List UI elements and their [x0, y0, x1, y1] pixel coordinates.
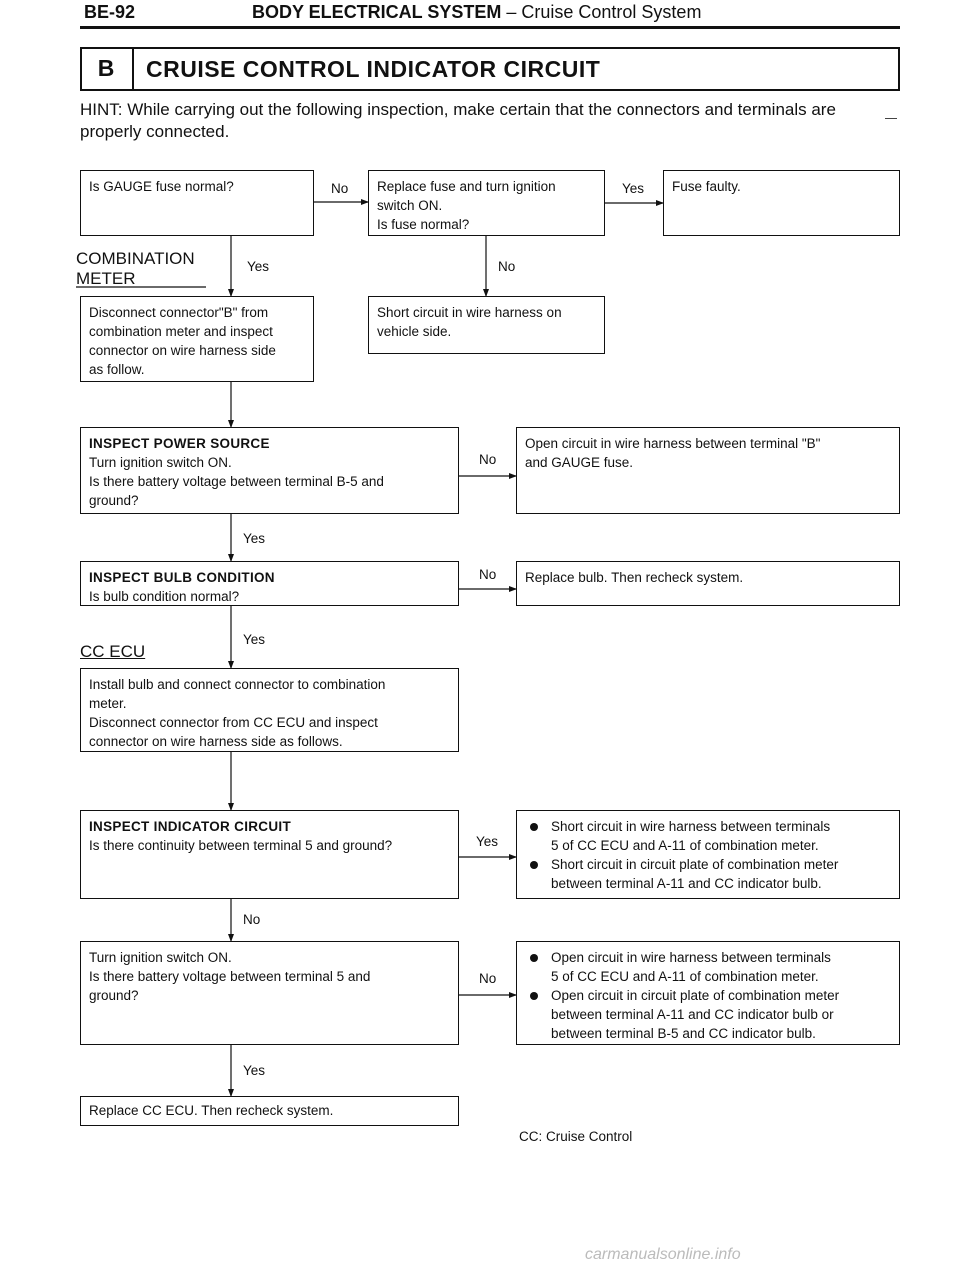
box-inspect-bulb-condition [80, 561, 459, 606]
label-no-2: No [498, 259, 516, 274]
page-number: BE-92 [84, 2, 136, 22]
box-install-bulb: Install bulb and connect connector to combination meter. Disconnect connector from CC ECU and inspect connector on wire harness side as follows. [80, 668, 459, 752]
side-label-cc-ecu: CC ECU [80, 642, 146, 661]
label-yes-6: Yes [243, 1063, 266, 1078]
box-inspect-indicator-circuit [80, 810, 459, 899]
power-title: INSPECT POWER SOURCE [89, 436, 270, 451]
hint-text: HINT: While carrying out the following inspection, make certain that the connectors and terminals are properly connected. [80, 100, 836, 141]
box-ignition-voltage-check: Turn ignition switch ON. Is there battery voltage between terminal 5 and ground? [80, 941, 459, 1045]
indicator-body: Is there continuity between terminal 5 and ground? [89, 838, 393, 853]
bulb-body: Is bulb condition normal? [89, 589, 240, 604]
box-disconnect-b: Disconnect connector"B" from combination meter and inspect connector on wire harness side as follow. [80, 296, 314, 382]
footnote-abbreviation: CC: Cruise Control [519, 1129, 633, 1144]
box-fuse-faulty: Fuse faulty. [663, 170, 900, 236]
box-gauge-fuse: Is GAUGE fuse normal? [80, 170, 314, 236]
indicator-title: INSPECT INDICATOR CIRCUIT [89, 819, 292, 834]
label-yes-1: Yes [622, 181, 645, 196]
box-inspect-power-source [80, 427, 459, 514]
section-letter: B [80, 47, 134, 91]
box-replace-bulb: Replace bulb. Then recheck system. [516, 561, 900, 606]
open-item-2: Open circuit in circuit plate of combination meter between terminal A-11 and CC indicator bulb or between terminal B-5 and CC indicator bulb. [525, 986, 891, 1043]
short-item-1: Short circuit in wire harness between terminals 5 of CC ECU and A-11 of combination meter. [525, 817, 891, 855]
label-yes-4: Yes [243, 632, 266, 647]
box-replace-fuse: Replace fuse and turn ignition switch ON. Is fuse normal? [368, 170, 605, 236]
bulb-title: INSPECT BULB CONDITION [89, 570, 275, 585]
header-title-rest: – Cruise Control System [501, 2, 702, 22]
box-open-circuit-list [516, 941, 900, 1045]
label-yes-5: Yes [476, 834, 499, 849]
box-replace-cc-ecu: Replace CC ECU. Then recheck system. [80, 1096, 459, 1126]
box-open-circuit-b: Open circuit in wire harness between terminal "B" and GAUGE fuse. [516, 427, 900, 514]
box-short-harness: Short circuit in wire harness on vehicle side. [368, 296, 605, 354]
side-label-combination-meter: COMBINATION METER [76, 249, 195, 288]
label-no-4: No [479, 567, 497, 582]
short-item-2: Short circuit in circuit plate of combination meter between terminal A-11 and CC indicator bulb. [525, 855, 891, 893]
open-item-1: Open circuit in wire harness between terminals 5 of CC ECU and A-11 of combination meter. [525, 948, 891, 986]
label-no-5: No [243, 912, 261, 927]
label-yes-2: Yes [247, 259, 270, 274]
label-yes-3: Yes [243, 531, 266, 546]
box-short-circuit-list [516, 810, 900, 899]
header-title-bold: BODY ELECTRICAL SYSTEM [252, 2, 502, 22]
section-title: CRUISE CONTROL INDICATOR CIRCUIT [146, 56, 601, 82]
label-no-3: No [479, 452, 497, 467]
label-no-1: No [331, 181, 349, 196]
watermark-text: carmanualsonline.info [585, 1246, 741, 1263]
power-body: Turn ignition switch ON. Is there battery voltage between terminal B-5 and ground? [89, 455, 384, 508]
label-no-6: No [479, 971, 497, 986]
